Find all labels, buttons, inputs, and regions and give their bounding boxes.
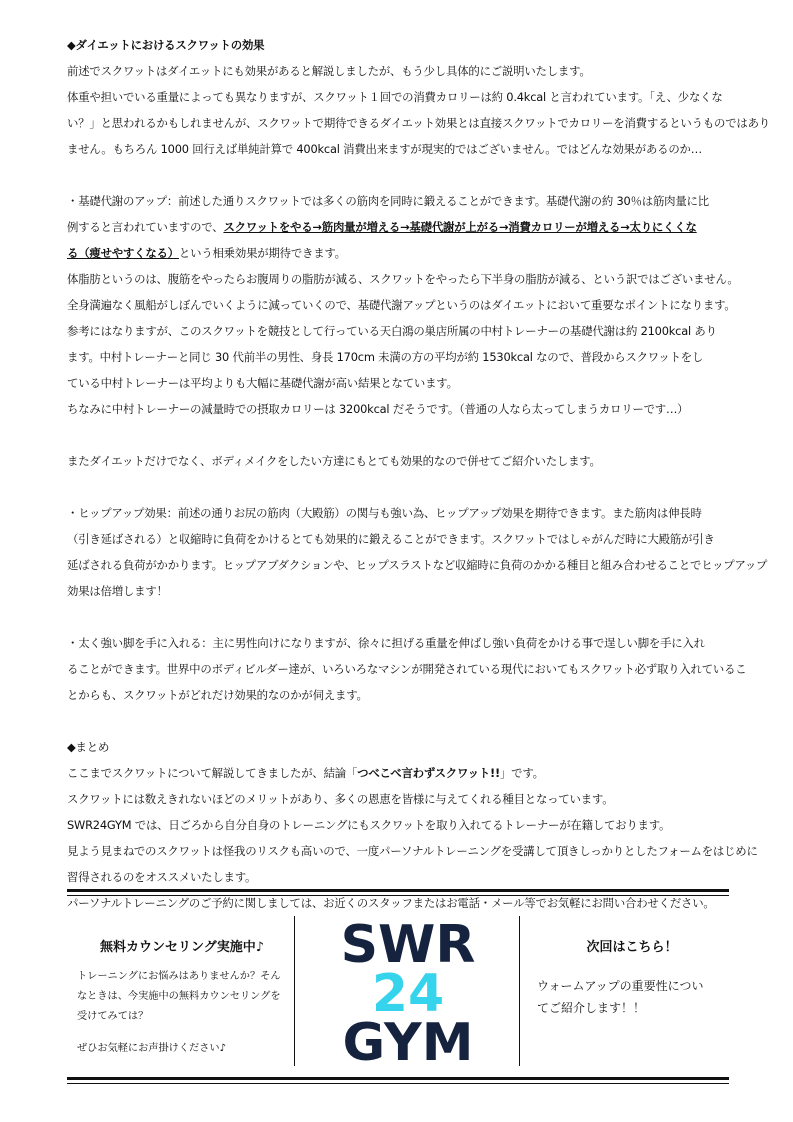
section-heading-diet: ◆ダイエットにおけるスクワットの効果 (67, 38, 265, 52)
paragraph-line: SWR24GYM では、日ごろから自分自身のトレーニングにもスクワットを取り入れてるトレーナーが在籍しております。 (67, 818, 671, 832)
counseling-text: トレーニングにお悩みはありませんか？そん (77, 971, 281, 982)
paragraph-line: 延ばされる負荷がかかります。ヒップアブダクションや、ヒップスラストなど収縮時に負荷のかかる種目と組み合わせることでヒップアップ (67, 558, 768, 572)
paragraph-line: ・太く強い脚を手に入れる：主に男性向けになりますが、徐々に担げる重量を伸ばし強い負荷をかける事で逞しい脚を手に入れ (67, 636, 705, 650)
paragraph-line: とからも、スクワットがどれだけ効果的なのかが伺えます。 (67, 688, 368, 702)
logo-text-24: 24 (371, 964, 445, 1024)
footer-bottom-rule-thin (67, 1083, 729, 1084)
paragraph-line: ません。もちろん 1000 回行えば単純計算で 400kcal 消費出来ますが現実的ではございません。ではどんな効果があるのか… (67, 142, 702, 156)
spacer (67, 604, 729, 630)
paragraph-line: 体重や担いでいる重量によっても異なりますが、スクワット１回での消費カロリーは約 0.4kcal と言われています。「え、少なくな (67, 90, 723, 104)
paragraph-line: ・基礎代謝のアップ：前述した通りスクワットでは多くの筋肉を同時に鍛えることができます。基礎代謝の約 30％は筋肉量に比 (67, 194, 709, 208)
spacer (67, 162, 729, 188)
gym-logo (323, 916, 493, 1066)
footer-panel (67, 900, 729, 1072)
paragraph-line: ちなみに中村トレーナーの減量時での摂取カロリーは 3200kcal だそうです。（普通の人なら太ってしまうカロリーです…） (67, 402, 689, 416)
footer-bottom-rule (67, 1077, 729, 1080)
paragraph-line: 習得されるのをオススメいたします。 (67, 870, 257, 884)
text-span: という相乗効果が期待できます。 (178, 246, 346, 260)
logo-text-gym: GYM (342, 1013, 474, 1066)
paragraph-line: 見よう見まねでのスクワットは怪我のリスクも高いので、一度パーソナルトレーニングを受講して頂きしっかりとしたフォームをはじめに (67, 844, 758, 858)
paragraph-line (67, 760, 729, 786)
paragraph-line: い？」と思われるかもしれませんが、スクワットで期待できるダイエット効果とは直接スクワットでカロリーを消費するというものではあり (67, 116, 770, 130)
next-text: てご紹介します！！ (537, 1001, 646, 1015)
spacer (67, 708, 729, 734)
next-title: 次回はこちら！ (586, 940, 678, 955)
paragraph-line: ・ヒップアップ効果：前述の通りお尻の筋肉（大殿筋）の関与も強い為、ヒップアップ効果を期待できます。また筋肉は伸長時 (67, 506, 702, 520)
footer-top-rule-thin (67, 895, 729, 896)
conclusion-text: つべこべ言わずスクワット!! (357, 766, 500, 780)
text-span: 例すると言われていますので、 (67, 220, 224, 234)
section-heading-summary: ◆まとめ (67, 740, 110, 754)
paragraph-line (67, 240, 729, 266)
footer-top-rule (67, 889, 729, 892)
paragraph-line: またダイエットだけでなく、ボディメイクをしたい方達にもとても効果的なので併せてご紹介いたします。 (67, 454, 601, 468)
footer-divider (294, 916, 295, 1066)
paragraph-line: ている中村トレーナーは平均よりも大幅に基礎代謝が高い結果となています。 (67, 376, 458, 390)
logo-text-swr: SWR (340, 916, 476, 975)
paragraph-line: ます。中村トレーナーと同じ 30 代前半の男性、身長 170cm 未満の方の平均が約 1530kcal なので、普段からスクワットをし (67, 350, 704, 364)
paragraph-line: 参考にはなりますが、このスクワットを競技として行っている天白鴻の巣店所属の中村トレーナーの基礎代謝は約 2100kcal あり (67, 324, 717, 338)
paragraph-line (67, 214, 729, 240)
paragraph-line: 前述でスクワットはダイエットにも効果があると解説しましたが、もう少し具体的にご説明いたします。 (67, 64, 591, 78)
next-text: ウォームアップの重要性につい (537, 979, 704, 993)
emphasis-text: スクワットをやる→筋肉量が増える→基礎代謝が上がる→消費カロリーが増える→太りにくくな (223, 220, 697, 234)
counseling-text: なときは、今実施中の無料カウンセリングを (77, 991, 281, 1002)
counseling-text: ぜひお気軽にお声掛けください♪ (77, 1043, 227, 1054)
paragraph-line: パーソナルトレーニングのご予約に関しましては、お近くのスタッフまたはお電話・メール等でお気軽にお問い合わせください。 (67, 896, 715, 910)
article-body (67, 32, 770, 916)
paragraph-line: 全身満遍なく風船がしぼんでいくように減っていくので、基礎代謝アップというのはダイエットにおいて重要なポイントになります。 (67, 298, 736, 312)
footer-divider (519, 916, 520, 1066)
spacer (67, 422, 729, 448)
text-span: 」です。 (499, 766, 544, 780)
emphasis-text: る（痩せやすくなる） (67, 246, 179, 260)
next-article-promo (537, 936, 727, 1019)
paragraph-line: 体脂肪というのは、腹筋をやったらお腹周りの脂肪が減る、スクワットをやったら下半身の脂肪が減る、という訳ではございません。 (67, 272, 739, 286)
paragraph-line: ることができます。世界中のボディビルダー達が、いろいろなマシンが開発されている現代においてもスクワット必ず取り入れているこ (67, 662, 747, 676)
paragraph-line: （引き延ばされる）と収縮時に負荷をかけるとても効果的に鍛えることができます。スクワットではしゃがんだ時に大殿筋が引き (67, 532, 715, 546)
paragraph-line: 効果は倍増します！ (67, 584, 168, 598)
paragraph-line: スクワットには数えきれないほどのメリットがあり、多くの恩恵を皆様に与えてくれる種目となっています。 (67, 792, 614, 806)
spacer (67, 474, 729, 500)
counseling-text: 受けてみては？ (77, 1011, 149, 1022)
counseling-title: 無料カウンセリング実施中♪ (99, 940, 265, 955)
text-span: ここまでスクワットについて解説してきましたが、結論「 (67, 766, 358, 780)
counseling-promo (77, 936, 287, 1059)
